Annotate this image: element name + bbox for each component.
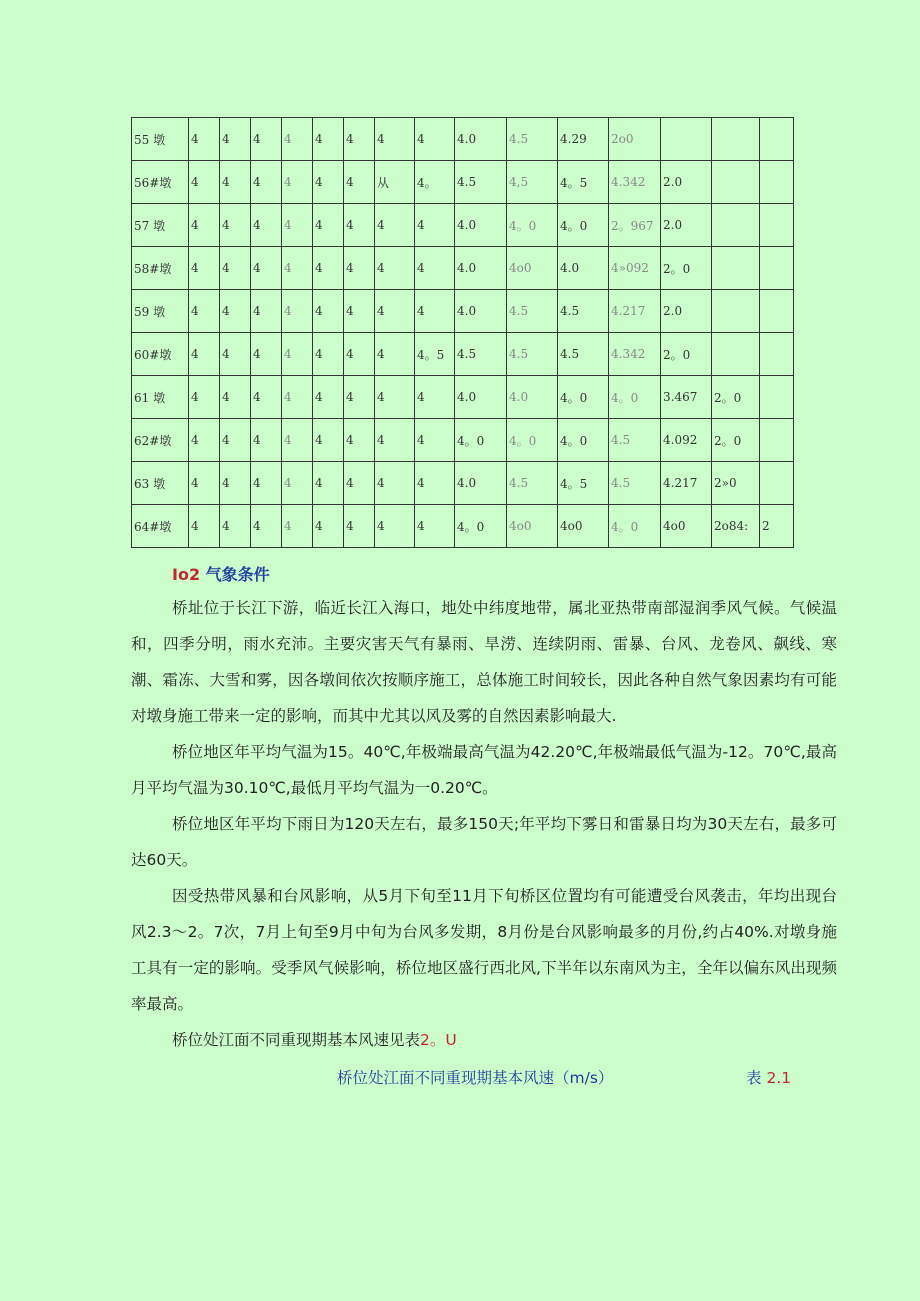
- table-cell: 4.5: [507, 290, 558, 333]
- table-cell: 4。5: [558, 462, 609, 505]
- table-cell: 4: [344, 376, 375, 419]
- pier-label-cell: 63 墩: [132, 462, 189, 505]
- table-row: [132, 376, 794, 419]
- table-cell: 4: [313, 505, 344, 548]
- table-cell: 4: [220, 505, 251, 548]
- table-cell: 4: [415, 204, 455, 247]
- table-cell: 4.0: [455, 462, 507, 505]
- table-cell: 4: [375, 505, 415, 548]
- table-cell: 4。0: [609, 376, 661, 419]
- table-cell: 4: [282, 333, 313, 376]
- table-cell: 4: [344, 462, 375, 505]
- table-cell: 4: [313, 419, 344, 462]
- table-cell: 4: [344, 247, 375, 290]
- table-cell: 2: [760, 505, 794, 548]
- table-cell: 4。5: [558, 161, 609, 204]
- table-cell: 4.5: [507, 333, 558, 376]
- table-cell: [712, 333, 760, 376]
- table-caption-title: 桥位处江面不同重现期基本风速（m/s）: [337, 1069, 614, 1087]
- table-cell: 4: [189, 204, 220, 247]
- table-cell: 4: [220, 376, 251, 419]
- table-cell: 4: [344, 290, 375, 333]
- table-row: [132, 247, 794, 290]
- table-cell: 4: [189, 419, 220, 462]
- table-cell: 2o0: [609, 118, 661, 161]
- table-cell: [760, 118, 794, 161]
- table-cell: 4: [344, 161, 375, 204]
- table-cell: 4.0: [455, 118, 507, 161]
- table-cell: 4.342: [609, 333, 661, 376]
- table-cell: 4.5: [609, 419, 661, 462]
- table-cell: 4.342: [609, 161, 661, 204]
- table-cell: 2。0: [712, 376, 760, 419]
- table-cell: 4.5: [507, 462, 558, 505]
- table-cell: 2。0: [712, 419, 760, 462]
- table-cell: 4: [220, 247, 251, 290]
- table-cell: [760, 247, 794, 290]
- table-cell: 4»092: [609, 247, 661, 290]
- rain-fog-paragraph: 桥位地区年平均下雨日为120天左右，最多150天;年平均下雾日和雷暴日均为30天左右，最多可达60天。: [131, 815, 837, 869]
- table-cell: 4: [220, 118, 251, 161]
- table-cell: 4: [282, 161, 313, 204]
- table-cell: 4.5: [609, 462, 661, 505]
- table-cell: 4.5: [507, 118, 558, 161]
- table-cell: 2»0: [712, 462, 760, 505]
- table-cell: 4: [375, 376, 415, 419]
- section-heading: [172, 562, 270, 585]
- table-number: 2.1: [766, 1069, 792, 1087]
- table-cell: 4: [189, 462, 220, 505]
- table-row: [132, 419, 794, 462]
- table-cell: 4。: [415, 161, 455, 204]
- table-cell: 4: [220, 419, 251, 462]
- pier-label-cell: 60#墩: [132, 333, 189, 376]
- table-caption-label: [746, 1066, 791, 1088]
- table-cell: 4: [251, 376, 282, 419]
- table-cell: [760, 333, 794, 376]
- table-cell: 4: [251, 247, 282, 290]
- table-cell: 4: [282, 290, 313, 333]
- table-cell: 4: [415, 247, 455, 290]
- table-cell: 4。0: [558, 204, 609, 247]
- table-cell: 4.217: [609, 290, 661, 333]
- table-cell: 4: [220, 462, 251, 505]
- table-cell: [760, 161, 794, 204]
- table-cell: 4: [375, 118, 415, 161]
- table-cell: [661, 118, 712, 161]
- table-cell: 4o0: [661, 505, 712, 548]
- table-cell: 4: [251, 462, 282, 505]
- table-cell: 4: [189, 161, 220, 204]
- table-cell: 4。0: [558, 419, 609, 462]
- wind-speed-reference-paragraph: [131, 1022, 837, 1058]
- table-cell: 4: [375, 333, 415, 376]
- table-cell: 4: [375, 290, 415, 333]
- table-cell: 4: [313, 118, 344, 161]
- table-cell: [712, 118, 760, 161]
- table-cell: 4.29: [558, 118, 609, 161]
- table-cell: 4.217: [661, 462, 712, 505]
- table-cell: 4: [375, 204, 415, 247]
- table-cell: 4。0: [455, 419, 507, 462]
- table-cell: [760, 419, 794, 462]
- table-cell: 2。0: [661, 247, 712, 290]
- table-cell: 2o84:: [712, 505, 760, 548]
- pier-label-cell: 56#墩: [132, 161, 189, 204]
- table-cell: 4: [251, 419, 282, 462]
- table-cell: 4: [189, 505, 220, 548]
- table-reference: 2。U: [420, 1031, 457, 1049]
- table-cell: 4: [251, 118, 282, 161]
- table-cell: [760, 376, 794, 419]
- table-cell: 4.5: [455, 333, 507, 376]
- table-cell: 4: [375, 462, 415, 505]
- table-row: [132, 161, 794, 204]
- temperature-paragraph: 桥位地区年平均气温为15。40℃,年极端最高气温为42.20℃,年极端最低气温为-12。70℃,最高月平均气温为30.10℃,最低月平均气温为一0.20℃。: [131, 743, 837, 797]
- wind-speed-reference-text: 桥位处江面不同重现期基本风速见表: [172, 1031, 421, 1049]
- table-cell: 4: [313, 161, 344, 204]
- table-cell: 4: [189, 247, 220, 290]
- table-row: [132, 118, 794, 161]
- table-cell: 4: [220, 161, 251, 204]
- table-cell: 4: [344, 419, 375, 462]
- table-cell: 4: [282, 419, 313, 462]
- table-cell: 2.0: [661, 161, 712, 204]
- table-cell: 4: [251, 204, 282, 247]
- table-cell: 4.0: [507, 376, 558, 419]
- table-row: [132, 333, 794, 376]
- pier-label-cell: 57 墩: [132, 204, 189, 247]
- table-cell: 4: [189, 376, 220, 419]
- table-cell: 4: [251, 333, 282, 376]
- table-cell: 4: [375, 419, 415, 462]
- table-cell: 4.0: [455, 247, 507, 290]
- table-cell: 2。0: [661, 333, 712, 376]
- table-cell: 4: [313, 376, 344, 419]
- table-cell: 4: [189, 290, 220, 333]
- table-row: [132, 204, 794, 247]
- table-cell: 4.5: [558, 290, 609, 333]
- table-cell: 4: [313, 290, 344, 333]
- typhoon-paragraph: 因受热带风暴和台风影响，从5月下旬至11月下旬桥区位置均有可能遭受台风袭击，年均出现台风2.3〜2。7次，7月上旬至9月中旬为台风多发期，8月份是台风影响最多的月份,约占40%.对墩身施工具有一定的影响。受季风气候影响，桥位地区盛行西北风,下半年以东南风为主，全年以偏东风出现频率最高。: [131, 887, 837, 1013]
- table-cell: 4: [415, 505, 455, 548]
- table-cell: 4。0: [507, 204, 558, 247]
- table-cell: 4: [282, 247, 313, 290]
- climate-paragraph: 桥址位于长江下游，临近长江入海口，地处中纬度地带，属北亚热带南部湿润季风气候。气候温和，四季分明，雨水充沛。主要灾害天气有暴雨、旱涝、连续阴雨、雷暴、台风、龙卷风、飙线、寒潮、霜冻、大雪和雾，因各墩间依次按顺序施工，总体施工时间较长，因此各种自然气象因素均有可能对墩身施工带来一定的影响，而其中尤其以风及雾的自然因素影响最大.: [131, 599, 837, 725]
- table-cell: [712, 204, 760, 247]
- table-cell: 4: [220, 290, 251, 333]
- pier-label-cell: 59 墩: [132, 290, 189, 333]
- table-row: [132, 505, 794, 548]
- table-cell: 4.0: [455, 376, 507, 419]
- table-cell: 4: [251, 505, 282, 548]
- table-cell: 4。0: [609, 505, 661, 548]
- table-cell: 4,5: [507, 161, 558, 204]
- table-cell: [712, 161, 760, 204]
- table-cell: 4。0: [455, 505, 507, 548]
- table-cell: 4.0: [455, 290, 507, 333]
- table-cell: 4: [313, 333, 344, 376]
- table-cell: 4: [313, 247, 344, 290]
- table-cell: 4: [282, 118, 313, 161]
- pier-label-cell: 58#墩: [132, 247, 189, 290]
- table-cell: 4: [282, 505, 313, 548]
- table-cell: 4.5: [455, 161, 507, 204]
- table-cell: 4。0: [507, 419, 558, 462]
- table-cell: 4.0: [455, 204, 507, 247]
- table-cell: 4: [415, 290, 455, 333]
- table-cell: 4: [220, 204, 251, 247]
- table-cell: 4: [344, 333, 375, 376]
- pier-label-cell: 55 墩: [132, 118, 189, 161]
- table-cell: 4: [313, 204, 344, 247]
- section-number: Io2: [172, 565, 201, 584]
- pier-label-cell: 64#墩: [132, 505, 189, 548]
- table-cell: [760, 290, 794, 333]
- table-cell: 4: [313, 462, 344, 505]
- table-cell: 3.467: [661, 376, 712, 419]
- table-cell: 2.0: [661, 290, 712, 333]
- pier-label-cell: 61 墩: [132, 376, 189, 419]
- table-cell: 4: [344, 505, 375, 548]
- table-cell: 4: [375, 247, 415, 290]
- table-cell: 4。0: [558, 376, 609, 419]
- table-cell: 4: [415, 419, 455, 462]
- table-cell: 4: [251, 290, 282, 333]
- table-cell: 从: [375, 161, 415, 204]
- table-row: [132, 462, 794, 505]
- table-cell: 2.0: [661, 204, 712, 247]
- table-cell: 4: [189, 333, 220, 376]
- table-cell: 4.0: [558, 247, 609, 290]
- table-cell: 4: [415, 376, 455, 419]
- table-cell: 4.092: [661, 419, 712, 462]
- table-cell: 4.5: [558, 333, 609, 376]
- table-cell: 4o0: [558, 505, 609, 548]
- table-cell: 4: [415, 462, 455, 505]
- table-cell: [712, 247, 760, 290]
- table-cell: 4: [415, 118, 455, 161]
- pier-table: [131, 117, 794, 548]
- table-row: [132, 290, 794, 333]
- table-cell: 4: [220, 333, 251, 376]
- section-title: 气象条件: [200, 565, 270, 584]
- table-cell: 4: [282, 204, 313, 247]
- table-cell: 4: [344, 204, 375, 247]
- table-cell: 4: [282, 462, 313, 505]
- table-cell: 2。967: [609, 204, 661, 247]
- table-cell: 4: [251, 161, 282, 204]
- table-label: 表: [746, 1069, 762, 1087]
- table-cell: [712, 290, 760, 333]
- table-cell: [760, 462, 794, 505]
- table-cell: 4: [282, 376, 313, 419]
- table-cell: 4o0: [507, 247, 558, 290]
- table-cell: 4。5: [415, 333, 455, 376]
- table-cell: 4: [189, 118, 220, 161]
- table-cell: [760, 204, 794, 247]
- pier-label-cell: 62#墩: [132, 419, 189, 462]
- table-cell: 4: [344, 118, 375, 161]
- table-cell: 4o0: [507, 505, 558, 548]
